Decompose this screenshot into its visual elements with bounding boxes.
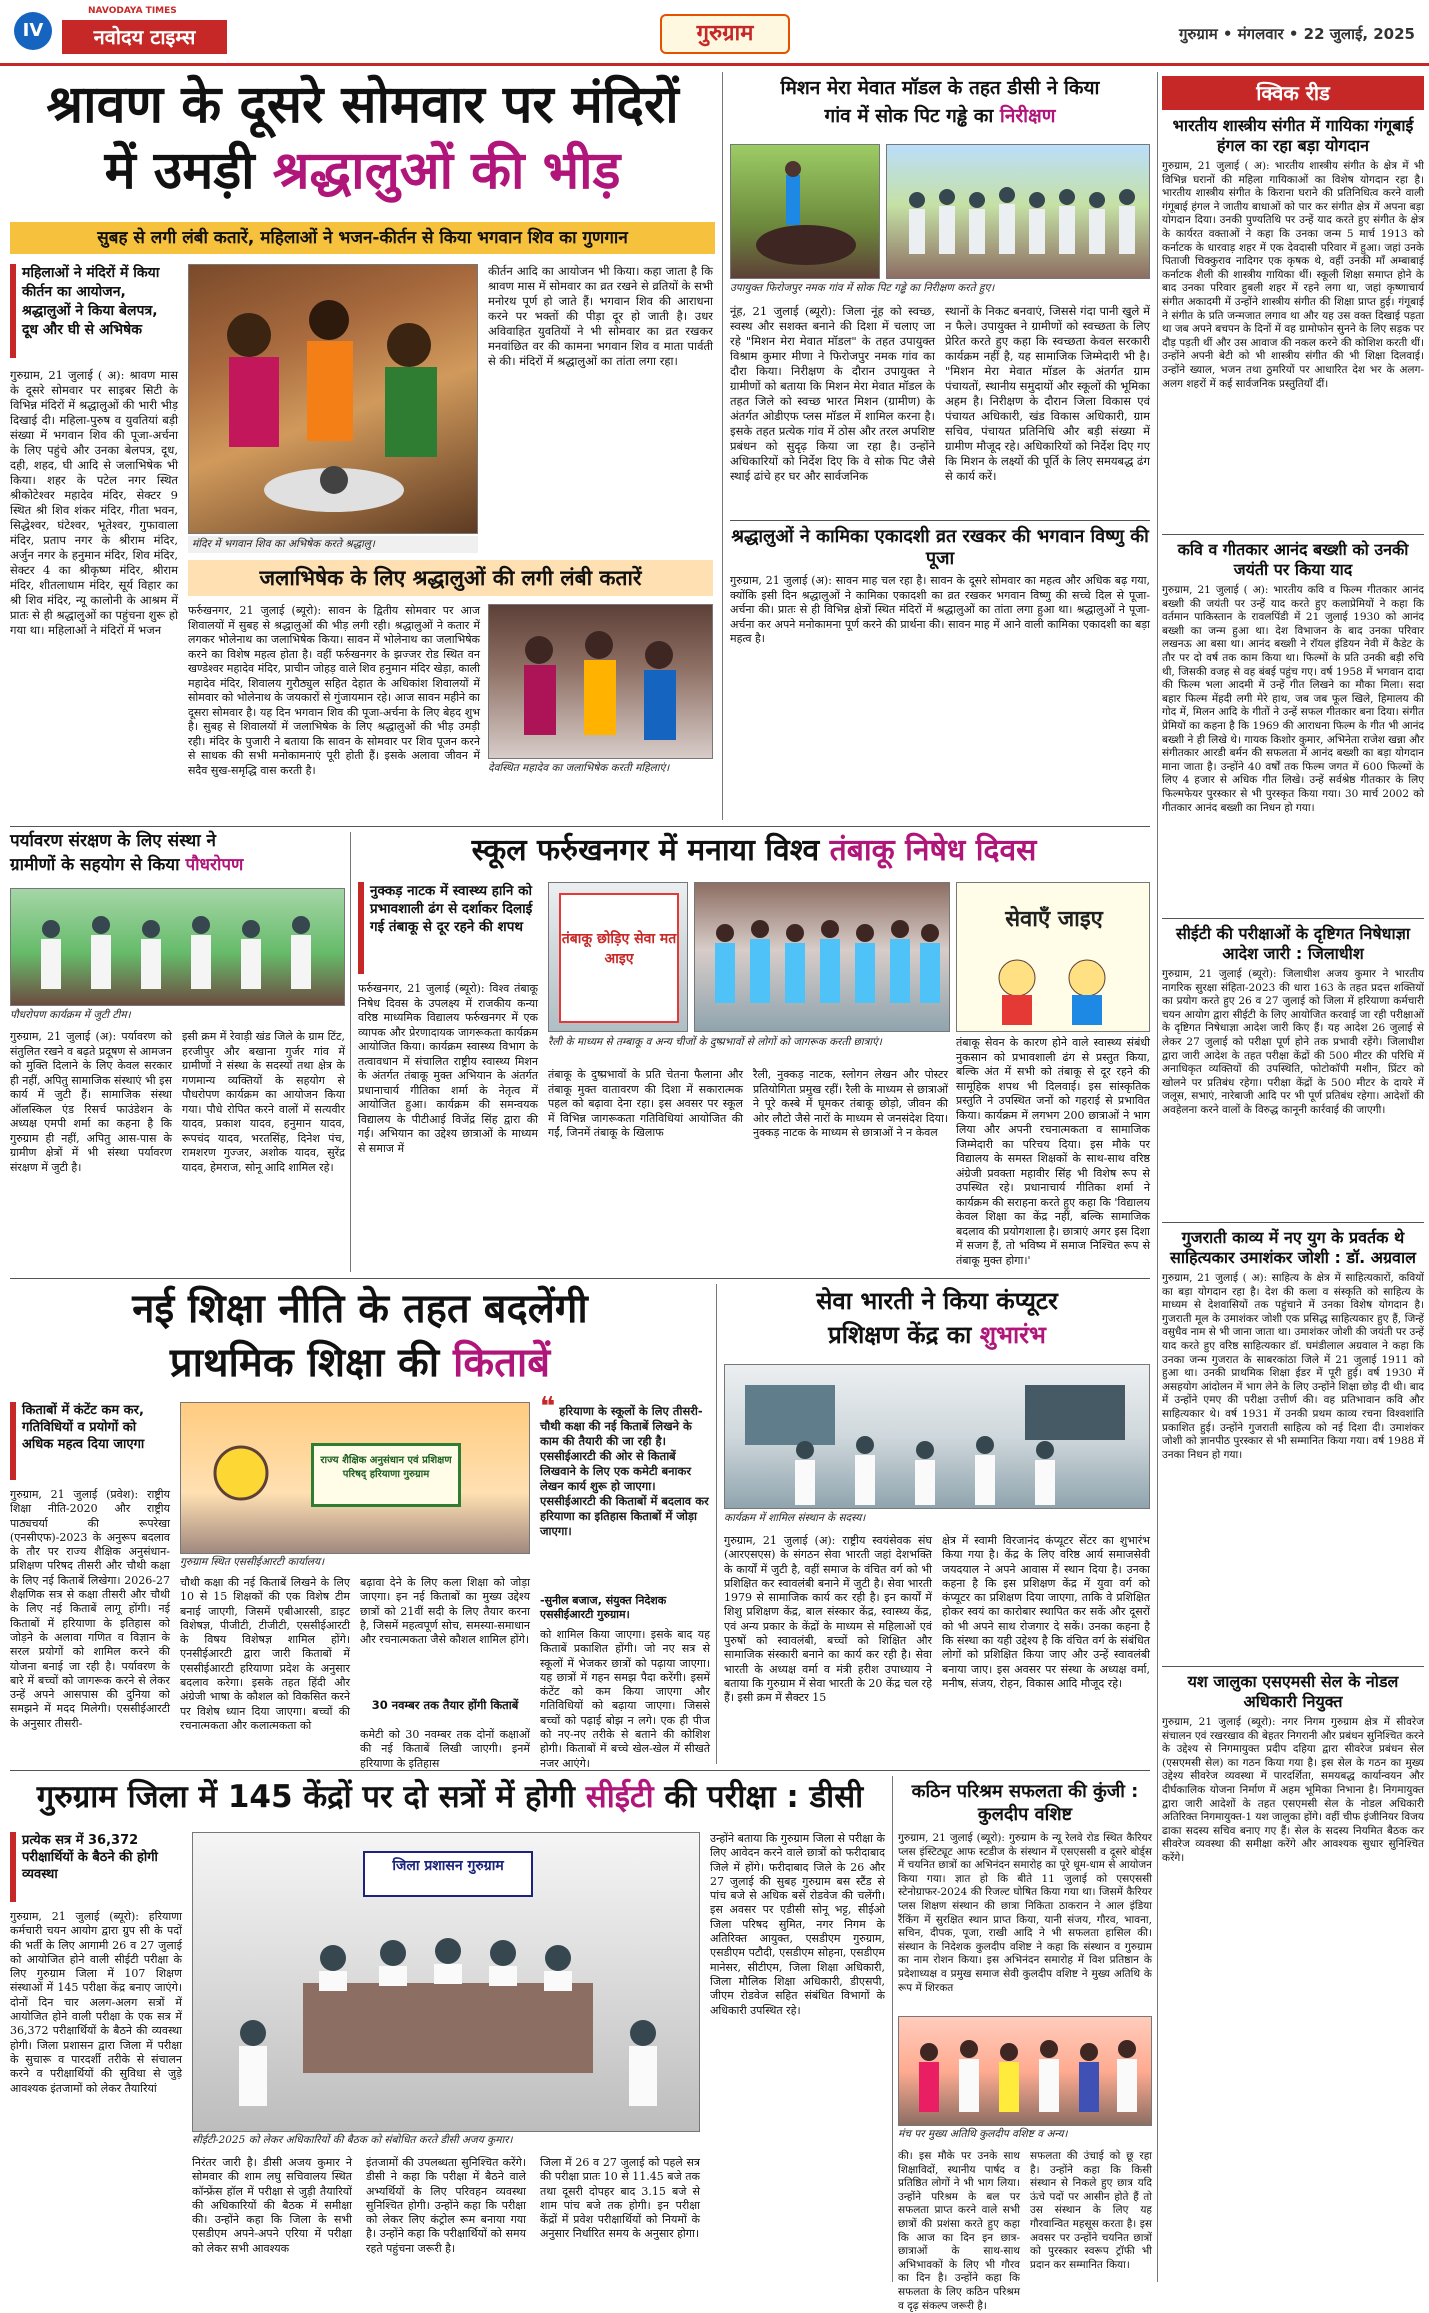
tree-col1: गुरुग्राम, 21 जुलाई (अ): पर्यावरण को संतुलित रखने व बढ़ते प्रदूषण से आमजन को मुक्ति दिलाने के लिए केवल सरकार ही नहीं, अपितु सामाजिक संस्थाएं भी इस कार्य में जुटी हैं। सामाजिक संस्था ऑलस्किल एंड रिसर्च फाउंडेशन के अध्यक्ष एमपी शर्मा का कहना है कि गुरुग्राम ही नहीं, अपितु आस-पास के ग्रामीण क्षेत्रों में भी संस्था पर्यावरण संरक्षण में जुटी है। xyxy=(10,1030,172,1174)
temple-sidebox: महिलाओं ने मंदिरों में किया कीर्तन का आयोजन, श्रद्धालुओं ने किया बेलपत्र, दूध और घी से अभिषेक xyxy=(10,264,178,358)
seva-story xyxy=(724,1284,1150,1764)
seva-col1: गुरुग्राम, 21 जुलाई (अ): राष्ट्रीय स्वयंसेवक संघ (आरएसएस) के संगठन सेवा भारती जहां देशभक्ति के कार्यों में जुटी है, वहीं समाज के वंचित वर्ग को भी प्रशिक्षित कर स्वावलंबी बनाने में जुटी है। सेवा भारती 1979 से सामाजिक कार्य कर रही है। इन कार्यों में शिशु प्रशिक्षण केंद्र, बाल संस्कार केंद्र, स्वास्थ्य केंद्र, एवं अन्य प्रकार के केंद्रों के माध्यम से महिलाओं एवं पुरुषों को स्वावलंबी, बच्चों को शिक्षित और सामाजिक संस्कारी बनाने का कार्य कर रही है। सेवा भारती के अध्यक्ष वर्मा व मंत्री हरीश उपाध्याय ने बताया कि गुरुग्राम में सेवा भारती के 20 केंद्र चल रहे हैं। इसी क्रम में सैक्टर 15 xyxy=(724,1534,932,1705)
divider xyxy=(350,832,351,1272)
cet-photo xyxy=(192,1832,700,2132)
masthead xyxy=(0,0,1429,66)
tree-col2: इसी क्रम में रेवाड़ी खंड जिले के ग्राम टिंट, हरजीपुर और बखाना गुर्जर गांव में ग्रामीणों ने संस्था के सदस्यों तथा क्षेत्र के गणमान्य व्यक्तियों के सहयोग से पौधरोपण कार्यक्रम का आयोजन किया गया। पौधे रोपित करने वालों में सत्यवीर यादव, प्रकाश यादव, हनुमान यादव, रूपचंद यादव, भरतसिंह, दिनेश पंच, रामशरण गुज्जर, अशोक यादव, सुरेंद्र यादव, हेमराज, सोनू आदि शामिल रहे। xyxy=(182,1030,345,1174)
mewat-headline-line2 xyxy=(730,106,1150,128)
divider xyxy=(10,826,1150,827)
qr-item-4-headline: गुजराती काव्य में नए युग के प्रवर्तक थे साहित्यकार उमाशंकर जोशी : डॉ. अग्रवाल xyxy=(1170,1228,1416,1267)
cet-headline xyxy=(10,1780,890,1816)
temple-strap: सुबह से लगी लंबी कतारें, महिलाओं ने भजन-कीर्तन से किया भगवान शिव का गुणगान xyxy=(10,222,715,254)
temple-photo xyxy=(188,264,478,534)
mewat-col1: नूंह, 21 जुलाई (ब्यूरो): जिला नूंह को स्वच्छ, स्वस्थ और सशक्त बनाने की दिशा में चलाए जा रहे "मिशन मेरा मेवात मॉडल" के तहत उपायुक्त विश्राम कुमार मीणा ने फिरोजपुर नमक गांव का दौरा किया। निरीक्षण के दौरान उपायुक्त ने ग्रामीणों को बताया कि मिशन मेरा मेवात मॉडल के तहत जिले को स्वच्छ भारत मिशन (ग्रामीण) के अंतर्गत ओडीएफ प्लस मॉडल में शामिल करना है। इसके तहत प्रत्येक गांव में ठोस और तरल अपशिष्ट प्रबंधन को सुदृढ़ किया जा रहा है। उन्होंने अधिकारियों को निर्देश दिए कि वे सोक पिट जैसे स्थाई ढांचे हर घर और सार्वजनिक xyxy=(730,304,935,483)
divider xyxy=(10,1278,1150,1279)
ekadashi-text: गुरुग्राम, 21 जुलाई (अ): सावन माह चल रहा है। सावन के दूसरे सोमवार का महत्व और अधिक बढ़ गया, क्योंकि इसी दिन श्रद्धालुओं ने कामिका एकादशी का व्रत रखकर भगवान विष्णु की सच्चे दिल से पूजा-अर्चना की। प्रातः से ही विभिन्न क्षेत्रों स्थित मंदिरों में श्रद्धालुओं का तांता लगा हुआ था। श्रद्धालुओं ने पूजा-अर्चना कर अपने मनोकामना पूर्ण करने की प्रार्थना की। सावन माह में आने वाली कामिका एकादशी का बड़ा महत्व है। xyxy=(730,574,1150,645)
nep-headline-line2 xyxy=(10,1340,710,1386)
nep-quote-text: हरियाणा के स्कूलों के लिए तीसरी-चौथी कक्षा की नई किताबें लिखने के काम की तैयारी की जा रही है। एससीईआरटी की ओर से किताबें लिखवाने के लिए एक कमेटी बनाकर लेखन कार्य शुरू हो जाएगा। एससीईआरटी की किताबों में बदलाव कर हरियाणा का इतिहास किताबों में जोड़ा जाएगा। xyxy=(540,1404,709,1538)
cet-col3: इंतजामों की उपलब्धता सुनिश्चित करेंगे। डीसी ने कहा कि परीक्षा में बैठने वाले अभ्यर्थियों के लिए परिवहन व्यवस्था सुनिश्चित होगी। उन्होंने कहा कि परीक्षा को लेकर लिए कंट्रोल रूम बनाया गया है। उन्होंने कहा कि परीक्षार्थियों को समय रहते पहुंचना जरूरी है। xyxy=(366,2156,526,2255)
divider xyxy=(730,520,1150,521)
quote-mark-icon: ❝ xyxy=(540,1392,556,1422)
jal-text: फर्रुखनगर, 21 जुलाई (ब्यूरो): सावन के द्वितीय सोमवार पर आज शिवालयों में सुबह से श्रद्धालुओं की भीड़ लगी रही। श्रद्धालुओं ने कतार में लगकर भोलेनाथ का जलाभिषेक किया। सावन में भोलेनाथ का जलाभिषेक करने का विशेष महत्व होता है। वहीं फर्रुखनगर के झज्जर रोड स्थित वन खण्डेश्वर महादेव मंदिर, प्राचीन जोहड़ वाले शिव हनुमान मंदिर खेड़ा, काली महादेव मंदिर, शिवालय गुरौठ्युल सहित देहात के अधिकांश शिवालयों में सोमवार को भोलेनाथ के जयकारों से गुंजायमान रहे। आज सावन महीने का दूसरा सोमवार है। यह दिन भगवान शिव की पूजा-अर्चना के लिए बेहद शुभ है। सुबह से शिवालयों में जलाभिषेक के लिए श्रद्धालुओं की भीड़ उमड़ी रही। मंदिर के पुजारी ने बताया कि सावन के सोमवार पर शिव पूजन करने से साधक की सभी मनोकामनाएं पूरी होती हैं। इसके अलावा जीवन में सदैव सुख-समृद्धि वास करती है। xyxy=(188,604,480,777)
nep-headline-line2-pre: प्राथमिक शिक्षा की xyxy=(169,1340,454,1386)
kuldeep-col2: की। इस मौके पर उनके साथ शिक्षाविदों, स्थानीय पार्षद व प्रतिष्ठित लोगों ने भी भाग लिया। उन्होंने परिश्रम के बल पर सफलता प्राप्त करने वाले सभी छात्रों की प्रशंसा करते हुए कहा कि आज का दिन इन छात्र-छात्राओं के साथ-साथ अभिभावकों के लिए भी गौरव का दिन है। उन्होंने कहा कि सफलता के लिए कठिन परिश्रम व दृढ़ संकल्प जरूरी है। xyxy=(898,2150,1020,2312)
nep-col3: बढ़ावा देने के लिए कला शिक्षा को जोड़ा जाएगा। इन नई किताबों का मुख्य उद्देश्य छात्रों को 21वीं सदी के लिए तैयार करना है, जिसमें महत्वपूर्ण सोच, समस्या-समाधान और रचनात्मकता जैसे कौशल शामिल होंगे। xyxy=(360,1576,530,1647)
divider xyxy=(1157,72,1158,2282)
cet-headline-accent: सीईटी xyxy=(585,1779,654,1815)
tobacco-sidebox: नुक्कड़ नाटक में स्वास्थ्य हानि को प्रभावशाली ढंग से दर्शाकर दिलाई गई तंबाकू से दूर रहने की शपथ xyxy=(358,882,538,974)
divider xyxy=(1162,534,1424,535)
tobacco-photo-center xyxy=(694,882,950,1032)
tobacco-headline xyxy=(358,834,1150,869)
kuldeep-photo xyxy=(898,2016,1152,2126)
kuldeep-photo-caption: मंच पर मुख्य अतिथि कुलदीप वशिष्ट व अन्य। xyxy=(898,2128,1068,2140)
seva-col2: क्षेत्र में स्वामी विरजानंद कंप्यूटर सेंटर का शुभारंभ किया गया है। केंद्र के लिए वरिष्ठ आर्य समाजसेवी जयदयाल ने अपने आवास में स्थान दिया है। उनका कहना है कि इस प्रशिक्षण केंद्र में युवा वर्ग को कंप्यूटर का प्रशिक्षण दिया जाएगा, ताकि वे प्रशिक्षित होकर स्वयं का कारोबार स्थापित कर सकें और दूसरों को भी अपने साथ रोजगार दे सकें। उनका कहना है कि संस्था का यही उद्देश्य है कि वंचित वर्ग के संबंधित लोगों को प्रशिक्षित किया जाए और उन्हें स्वावलंबी बनाया जाए। इस अवसर पर संस्था के अध्यक्ष वर्मा, मनीष, संजय, रोहन, विकास आदि मौजूद रहे। xyxy=(942,1534,1150,1690)
nep-col1: गुरुग्राम, 21 जुलाई (प्रवेश): राष्ट्रीय शिक्षा नीति-2020 और राष्ट्रीय पाठ्यचर्या की रूपरेखा (एनसीएफ)-2023 के अनुरूप बदलाव के तौर पर राज्य शैक्षिक अनुसंधान-प्रशिक्षण परिषद तीसरी और चौथी कक्षा के लिए नई किताबें लिखेगा। 2026-27 शैक्षणिक सत्र से कक्षा तीसरी और चौथी के लिए नई किताबें लागू होंगी। नई किताबों में हरियाणा के इतिहास को जोड़ने के अलावा गणित व विज्ञान के सरल प्रयोगों को शामिल करने की योजना बनाई जा रही है। पर्यावरण के बारे में बच्चों को जागरूक करने से लेकर उन्हें अपने आसपास की दुनिया को समझने में मदद मिलेगी। एससीईआरटी के अनुसार तीसरी- xyxy=(10,1488,170,1730)
nep-sidebox: किताबों में कंटेंट कम कर, गतिविधियों व प्रयोगों को अधिक महत्व दिया जाएगा xyxy=(10,1402,170,1480)
tree-photo xyxy=(10,888,345,1006)
temple-headline-line2-pre: में उमड़ी xyxy=(104,141,273,201)
tobacco-col3: रैली, नुक्कड़ नाटक, स्लोगन लेखन और पोस्टर प्रतियोगिता प्रमुख रहीं। रैली के माध्यम से छात्राओं ने पूरे कस्बे में घूमकर तंबाकू छोड़ो, जीवन की ओर लौटो जैसे नारों के माध्यम से जनसंदेश दिया। नुक्कड़ नाटक के माध्यम से छात्राओं ने न केवल xyxy=(753,1068,948,1139)
mewat-headline-line2-pre: गांव में सोक पिट गड्ढे का xyxy=(824,105,1000,127)
tobacco-story xyxy=(358,832,1150,1272)
seva-headline-line2-accent: शुभारंभ xyxy=(979,1321,1046,1349)
ekadashi-headline: श्रद्धालुओं ने कामिका एकादशी व्रत रखकर की भगवान विष्णु की पूजा xyxy=(731,526,1149,569)
nep-photo-caption: गुरुग्राम स्थित एससीईआरटी कार्यालय। xyxy=(180,1556,325,1568)
tobacco-photo-center-art xyxy=(695,883,951,1033)
tobacco-poster-right: सेवाएँ जाइए xyxy=(1005,907,1103,932)
qr-item-4-text: गुरुग्राम, 21 जुलाई ( अ): साहित्य के क्षेत्र में साहित्यकारों, कवियों का बड़ा योगदान रहा है। देश की कला व संस्कृति को साहित्य के माध्यम से देशवासियों तक पहुंचाने में उनका विशेष योगदान है। गुजराती मूल के उमाशंकर जोशी एक प्रसिद्ध साहित्यकार हुए हैं, जिन्हें वसुधैव नाम से भी जाना जाता था। उमाशंकर जोशी की जयंती पर उन्हें याद करते हुए वरिष्ठ साहित्यकार डॉ. घमंडीलाल अग्रवाल ने कहा कि उनका जन्म गुजरात के साबरकांठा जिले में 21 जुलाई 1911 को हुआ था। उनकी प्राथमिक शिक्षा ईडर में पूरी हुई। वर्ष 1930 में असहयोग आंदोलन में भाग लेने के लिए उन्होंने शिक्षा छोड़ दी थी। बाद में उन्होंने एमए की परीक्षा उत्तीर्ण की। वह प्रतिभावान कवि और साहित्यकार थे। वर्ष 1931 में उनकी प्रथम काव्य रचना विश्वशांति प्रकाशित हुई। उन्होंने गुजराती साहित्य को नई दिशा दी। उमाशंकर जोशी को ज्ञानपीठ पुरस्कार से भी सम्मानित किया गया। वर्ष 1988 में उनका निधन हो गया। xyxy=(1162,1272,1424,1461)
section-name: गुरुग्राम xyxy=(660,14,790,54)
kuldeep-story xyxy=(898,1776,1152,2312)
temple-headline-line2 xyxy=(10,142,715,202)
jal-photo-caption: देवस्थित महादेव का जलाभिषेक करती महिलाएं। xyxy=(488,762,670,774)
nep-office-sign: राज्य शैक्षिक अनुसंधान एवं प्रशिक्षण परिषद् हरियाणा गुरुग्राम xyxy=(311,1443,461,1507)
nep-subhead: 30 नवम्बर तक तैयार होंगी किताबें xyxy=(371,1698,519,1712)
divider xyxy=(1162,918,1424,919)
qr-item-3-text: गुरुग्राम, 21 जुलाई (ब्यूरो): जिलाधीश अजय कुमार ने भारतीय नागरिक सुरक्षा संहिता-2023 की धारा 163 के तहत प्रदत्त शक्तियों का प्रयोग करते हुए 26 व 27 जुलाई को जिला में हरियाणा कर्मचारी चयन आयोग द्वारा सीईटी के लिए आयोजित करवाई जा रही परीक्षाओं के दृष्टिगत निषेधाज्ञा आदेश जारी किए हैं। यह आदेश 26 जुलाई से लेकर 27 जुलाई को परीक्षा पूर्ण होने तक प्रभावी रहेंगे। जिलाधीश द्वारा जारी आदेश के तहत परीक्षा केंद्रों की 500 मीटर की परिधि में अनाधिकृत व्यक्तियों की उपस्थिति, फोटोकॉपी मशीन, प्रिंटर को खोलने पर प्रतिबंध रहेगा। परीक्षा केंद्रों के 500 मीटर के दायरे में जलूस, सभाएं, नारेबाजी आदि पर भी पूर्ण प्रतिबंध रहेगा। आदेशों की अवहेलना करने वालों के विरुद्ध कानूनी कार्रवाई की जाएगी। xyxy=(1162,968,1424,1116)
mewat-col2: स्थानों के निकट बनवाएं, जिससे गंदा पानी खुले में न फैले। उपायुक्त ने ग्रामीणों को स्वच्छता के लिए प्रेरित करते हुए कहा कि स्वच्छता केवल सरकारी कार्यक्रम नहीं है, यह सामाजिक जिम्मेदारी भी है। "मिशन मेरा मेवात मॉडल के अंतर्गत ग्राम पंचायतों, स्थानीय समुदायों और स्कूलों की भूमिका अहम है। निरीक्षण के दौरान जिला विकास एवं पंचायत अधिकारी, खंड विकास अधिकारी, ग्राम सचिव, पंचायत प्रतिनिधि और बड़ी संख्या में ग्रामीण मौजूद रहे। अधिकारियों को निर्देश दिए गए कि मिशन के लक्ष्यों की पूर्ति के लिए समयबद्ध ढंग से कार्य करें। xyxy=(945,304,1150,483)
temple-photo-caption: मंदिर में भगवान शिव का अभिषेक करते श्रद्धालु। xyxy=(188,536,478,553)
paper-name: नवोदय टाइम्स xyxy=(62,20,227,54)
mewat-photo-right xyxy=(886,144,1150,279)
qr-item-5-headline: यश जालुका एसएमसी सेल के नोडल अधिकारी नियुक्त xyxy=(1187,1672,1399,1711)
temple-headline-line2-accent: श्रद्धालुओं की भीड़ xyxy=(272,141,621,201)
cet-headline-post: की परीक्षा : डीसी xyxy=(653,1779,864,1815)
seva-headline-line2-pre: प्रशिक्षण केंद्र का xyxy=(828,1321,980,1349)
qr-item-2-headline: कवि व गीतकार आनंद बख्शी को उनकी जयंती पर किया याद xyxy=(1177,540,1409,579)
tobacco-headline-pre: स्कूल फर्रुखनगर में मनाया विश्व xyxy=(471,833,830,868)
qr-item-3-headline: सीईटी की परीक्षाओं के दृष्टिगत निषेधाज्ञा आदेश जारी : जिलाधीश xyxy=(1175,924,1411,963)
quick-read xyxy=(1162,72,1424,2287)
temple-photo-art xyxy=(189,265,479,535)
nep-headline-line1: नई शिक्षा नीति के तहत बदलेंगी xyxy=(132,1286,588,1332)
nep-quote-author: -सुनील बजाज, संयुक्त निदेशक एससीईआरटी गुरुग्राम। xyxy=(540,1594,667,1621)
seva-headline-line2 xyxy=(724,1322,1150,1350)
kuldeep-col3: सफलता की उंचाई को छू रहा है। उन्होंने कहा कि किसी संस्थान से निकले हुए छात्र यदि ऊंचे पदों पर आसीन होते हैं तो उस संस्थान के लिए यह गौरवान्वित महसूस करता है। इस अवसर पर उन्होंने चयनित छात्रों को पुरस्कार स्वरूप ट्रॉफी भी प्रदान कर सम्मानित किया। xyxy=(1030,2150,1152,2271)
nep-col4: को शामिल किया जाएगा। इसके बाद यह किताबें प्रकाशित होंगी। जो नए सत्र से स्कूलों में भेजकर छात्रों को पढ़ाया जाएगा। यह छात्रों में गहन समझ पैदा करेंगी। इसमें कंटेंट को कम किया जाएगा और गतिविधियों को बढ़ाया जाएगा। जिससे बच्चों को पढ़ाई बोझ न लगे। एक ही पीज को नए-नए तरीके से बताने की कोशिश होगी। किताबों में बच्चे खेल-खेल में सीखते नजर आएंगे। xyxy=(540,1628,710,1770)
qr-item-1-headline: भारतीय शास्त्रीय संगीत में गायिका गंगूबाई हंगल का रहा बड़ा योगदान xyxy=(1172,116,1414,155)
tobacco-photo-left xyxy=(548,882,688,1032)
cet-col1: गुरुग्राम, 21 जुलाई (ब्यूरो): हरियाणा कर्मचारी चयन आयोग द्वारा ग्रुप सी के पदों की भर्ती के लिए आगामी 26 व 27 जुलाई को आयोजित होने वाली सीईटी परीक्षा के लिए गुरुग्राम जिला में 107 शिक्षण संस्थाओं में 145 परीक्षा केंद्र बनाए जाएंगे। दोनों दिन चार अलग-अलग सत्रों में आयोजित होने वाली परीक्षा के एक सत्र में 36,372 परीक्षार्थियों के बैठने की व्यवस्था होगी। जिला प्रशासन द्वारा जिला में परीक्षा के सुचारू व पारदर्शी तरीके से संचालन करने व परीक्षार्थियों की सुविधा से जुड़े आवश्यक इंतजामों को लेकर तैयारियां xyxy=(10,1910,182,2095)
mewat-headline-line1: मिशन मेरा मेवात मॉडल के तहत डीसी ने किया xyxy=(780,77,1100,99)
dateline: गुरुग्राम • मंगलवार • 22 जुलाई, 2025 xyxy=(1178,25,1415,43)
seva-photo-caption: कार्यक्रम में शामिल संस्थान के सदस्य। xyxy=(724,1512,866,1524)
tobacco-col1: फर्रुखनगर, 21 जुलाई (ब्यूरो): विश्व तंबाकू निषेध दिवस के उपलक्ष्य में राजकीय कन्या वरिष्ठ माध्यमिक विद्यालय फर्रुखनगर में एक व्यापक और प्रेरणादायक जागरूकता कार्यक्रम आयोजित किया। कार्यक्रम स्वास्थ्य विभाग के तत्वावधान में संचालित राष्ट्रीय स्वास्थ्य मिशन के अंतर्गत तंबाकू मुक्त अभियान के अंतर्गत प्रधानाचार्य गीतिका शर्मा के नेतृत्व में आयोजित हुआ। कार्यक्रम की समन्वयक विद्यालय के पीटीआई विजेंद्र सिंह द्वारा की गई। अभियान का उद्देश्य छात्राओं के माध्यम से समाज में xyxy=(358,982,538,1155)
cet-photo-caption: सीईटी-2025 को लेकर अधिकारियों की बैठक को संबोधित करते डीसी अजय कुमार। xyxy=(192,2134,513,2146)
kuldeep-col1: गुरुग्राम, 21 जुलाई (ब्यूरो): गुरुग्राम के न्यू रेलवे रोड स्थित कैरियर प्लस इंस्टिट्यूट आफ स्टडीज के संस्थान में एसएससी व दूसरे बोर्ड्स में चयनित छात्रों का अभिनंदन समारोह का पूरे धूम-धाम से आयोजन किया गया। ज्ञात हो कि बीते 11 जुलाई को एसएससी स्टेनोग्राफर-2024 की रिजल्ट घोषित किया गया था। जिसमें कैरियर प्लस शिक्षण संस्थान की छात्रा निकिता ठाकरान ने आल इंडिया रैंकिंग में सुरक्षित स्थान प्राप्त किया, यानी संजय, गौरव, भावना, सचिन, दीपक, पूजा, राखी आदि ने भी सफलता हासिल की। संस्थान के निदेशक कुलदीप वशिष्ट ने कहा कि संस्थान व गुरुग्राम का नाम रोशन किया। इस अभिनंदन समारोह में विश प्रतिष्ठान के प्रदेशाध्यक्ष व प्रमुख समाज सेवी कुलदीप वशिष्ट ने मुख्य अतिथि के रूप में शिरकत xyxy=(898,1832,1152,1994)
cet-headline-pre: गुरुग्राम जिला में 145 केंद्रों पर दो सत्रों में होगी xyxy=(36,1779,586,1815)
cet-story xyxy=(10,1776,890,2286)
jal-photo xyxy=(488,604,713,759)
mewat-photo-caption: उपायुक्त फिरोजपुर नमक गांव में सोक पिट गड्ढे का निरीक्षण करते हुए। xyxy=(730,282,995,294)
temple-story xyxy=(10,72,715,822)
tree-headline-line2 xyxy=(10,856,345,876)
tree-headline-line1: पर्यावरण संरक्षण के लिए संस्था ने xyxy=(10,831,216,851)
qr-item-1-text: गुरुग्राम, 21 जुलाई ( अ): भारतीय शास्त्रीय संगीत के क्षेत्र में भी विभिन्न घरानों की महिला गायिकाओं का विशेष योगदान रहा है। भारतीय शास्त्रीय संगीत के किराना घराने की प्रतिनिधित्व करने वाली गंगूबाई हंगल ने जातीय बाधाओं को पार कर संगीत क्षेत्र में अपना बड़ा योगदान दिया। उनकी पुण्यतिथि पर उन्हें याद करते हुए संगीत के क्षेत्र के कार्यरत वक्ताओं ने कहा कि उनका जन्म 5 मार्च 1913 को कर्नाटक के धारवाड़ शहर में एक देवदासी परिवार में हुआ। जहां उनके पिताजी चिक्कुराव नादिगर एक कृषक थे, वहीं उनकी माँ अम्बाबाई कर्नाटक शैली की शास्त्रीय गायिका थीं। स्कूली शिक्षा समाप्त होने के बाद उनका परिवार हुबली शहर में रहने लगा था, जहां कृष्णाचार्य संगीत अकादमी में उन्होंने शास्त्रीय संगीत की शिक्षा प्राप्त हुई। गंगूबाई ने संगीत के प्रति जन्मजात लगाव था और यह उस वक्त दिखाई पड़ता था जब अपने बचपन के दिनों में वह ग्रामोफोन सुनने के लिए सड़क पर दौड़ पड़ती थीं और उस आवाज की नकल करने की कोशिश करती थीं। उन्होंने अपनी बेटी को भी शास्त्रीय संगीत की भी शिक्षा दिलवाई। उन्होंने ख्याल, भजन तथा ठुमरियों पर आधारित देश भर के अलग-अलग शहरों में कई सार्वजनिक प्रस्तुतियाँ दीं। xyxy=(1162,160,1424,390)
temple-col1: गुरुग्राम, 21 जुलाई ( अ): श्रावण मास के दूसरे सोमवार पर साइबर सिटी के विभिन्न मंदिरों में श्रद्धालुओं की भारी भीड़ दिखाई दी। महिला-पुरुष व युवतियां बड़ी संख्या में भगवान शिव की पूजा-अर्चना के लिए पहुंचे और उनका बेलपत्र, दूध, दही, शहद, घी आदि से जलाभिषेक भी किया। शहर के पटेल नगर स्थित श्रीकोटेश्वर महादेव मंदिर, सेक्टर 9 स्थित श्री शिव शंकर मंदिर, गीता भवन, सिद्धेश्वर, घंटेश्वर, भूतेश्वर, गुफावाला मंदिर, प्रताप नगर के श्रीराम मंदिर, अर्जुन नगर के हनुमान मंदिर, शिव मंदिर, सेक्टर 4 का श्रीकृष्ण मंदिर, श्रीराम मंदिर, शीतलाधाम मंदिर, सूर्य विहार का श्री शिव मंदिर, न्यू कालोनी के आश्रम में प्रातः से ही श्रद्धालुओं का पहुंचना शुरू हो गया था। महिलाओं ने मंदिरों में भजन xyxy=(10,368,178,637)
nep-photo xyxy=(180,1402,530,1554)
divider xyxy=(1162,1222,1424,1223)
tobacco-col4: तंबाकू सेवन के कारण होने वाले स्वास्थ्य संबंधी नुकसान को प्रभावशाली ढंग से प्रस्तुत किया, बल्कि अंत में सभी को तंबाकू से दूर रहने की सामूहिक शपथ भी दिलवाई। इस सांस्कृतिक प्रस्तुति ने उपस्थित जनों को गहराई से प्रभावित किया। कार्यक्रम में लगभग 200 छात्राओं ने भाग लिया और अपनी रचनात्मकता व सामाजिक जिम्मेदारी का परिचय दिया। इस मौके पर विद्यालय के समस्त शिक्षकों के साथ-साथ वरिष्ठ अंग्रेजी प्रवक्ता महावीर सिंह भी विशेष रूप से उपस्थित रहे। प्रधानाचार्य गीतिका शर्मा ने कार्यक्रम की सराहना करते हुए कहा कि 'विद्यालय केवल शिक्षा का केंद्र नहीं, बल्कि सामाजिक बदलाव की प्रयोगशाला है। छात्राएं अगर इस दिशा में सजग हैं, तो भविष्य में समाज निश्चित रूप से तंबाकू मुक्त होगा।' xyxy=(956,1036,1150,1267)
cet-col4: जिला में 26 व 27 जुलाई को पहले सत्र की परीक्षा प्रातः 10 से 11.45 बजे तक तथा दूसरी दोपहर बाद 3.15 बजे से शाम पांच बजे तक होगी। इन परीक्षा केंद्रों में प्रवेश परीक्षार्थियों को नियमों के अनुसार निर्धारित समय के अनुसार होगा। xyxy=(540,2156,700,2241)
nep-col3b: कमेटी को 30 नवम्बर तक दोनों कक्षाओं की नई किताबें लिखी जाएगी। इनमें हरियाणा के इतिहास xyxy=(360,1728,530,1770)
mewat-photo-right-art xyxy=(887,145,1151,280)
cet-col2: निरंतर जारी है। डीसी अजय कुमार ने सोमवार की शाम लघु सचिवालय स्थित कॉन्फ्रेंस हॉल में परीक्षा से जुड़ी तैयारियों की अधिकारियों की बैठक में समीक्षा की। उन्होंने कहा कि जिला के सभी एसडीएम अपने-अपने एरिया में परीक्षा को लेकर सभी आवश्यक xyxy=(192,2156,352,2255)
cet-office-sign: जिला प्रशासन गुरुग्राम xyxy=(363,1851,533,1897)
divider xyxy=(10,1770,1150,1771)
paper-tagline: NAVODAYA TIMES xyxy=(88,6,177,16)
divider xyxy=(1162,1666,1424,1667)
kuldeep-headline: कठिन परिश्रम सफलता की कुंजी : कुलदीप वशिष्ट xyxy=(911,1781,1139,1825)
nep-quote xyxy=(540,1392,710,1592)
nep-story xyxy=(10,1284,710,1770)
tobacco-photo-caption: रैली के माध्यम से तम्बाकू व अन्य चीजों के दुष्प्रभावों से लोगों को जागरूक करती छात्राएं। xyxy=(548,1036,882,1048)
mewat-photo-left xyxy=(730,144,880,279)
tree-photo-caption: पौधरोपण कार्यक्रम में जुटी टीम। xyxy=(10,1009,131,1021)
mewat-photo-left-art xyxy=(731,145,881,280)
tobacco-headline-accent: तंबाकू निषेध दिवस xyxy=(829,833,1037,868)
tree-headline-line2-pre: ग्रामीणों के सहयोग से किया xyxy=(10,855,186,875)
page-number: IV xyxy=(14,12,52,50)
tobacco-poster-left: तंबाकू छोड़िए सेवा मत आइए xyxy=(559,893,679,1023)
mewat-story xyxy=(730,72,1150,647)
jal-headline: जलाभिषेक के लिए श्रद्धालुओं की लगी लंबी कतारें xyxy=(188,560,713,596)
cet-col5: उन्होंने बताया कि गुरुग्राम जिला से परीक्षा के लिए आवेदन करने वाले छात्रों को फरीदाबाद जिले में होंगे। फरीदाबाद जिले के 26 और 27 जुलाई की सुबह गुरुग्राम बस स्टैंड से पांच बजे से अधिक बसें रोडवेज की चलेंगी। इस अवसर पर एडीसी सोनू भट्ट, सीईओ जिला परिषद सुमित, नगर निगम के अतिरिक्त आयुक्त, एसडीएम गुरुग्राम, एसडीएम पटौदी, एसडीएम सोहना, एसडीएम मानेसर, सीटीएम, जिला शिक्षा अधिकारी, जिला मौलिक शिक्षा अधिकारी, डीएसपी, जीएम रोडवेज सहित संबंधित विभागों के अधिकारी उपस्थित रहे। xyxy=(710,1832,885,2017)
seva-photo xyxy=(724,1364,1150,1509)
quick-read-label: क्विक रीड xyxy=(1162,76,1424,110)
tree-headline-line2-accent: पौधरोपण xyxy=(185,855,244,875)
temple-col2: कीर्तन आदि का आयोजन भी किया। कहा जाता है कि श्रावण मास में सोमवार का व्रत रखने से व्रतियों के सभी मनोरथ पूर्ण हो जाते हैं। भगवान शिव की आराधना करने पर भक्तों की पीड़ा दूर हो जाती है। उधर अविवाहित युवतियों ने भी सोमवार का व्रत रखकर मनवांछित वर की कामना भगवान शिव व माता पार्वती से की। मंदिरों में श्रद्धालुओं का तांता लगा रहा। xyxy=(488,264,713,368)
seva-headline-line1: सेवा भारती ने किया कंप्यूटर xyxy=(816,1287,1058,1315)
tobacco-col2: तंबाकू के दुष्प्रभावों के प्रति चेतना फैलाना और तंबाकू मुक्त वातावरण की दिशा में सकारात्मक पहल को बढ़ावा देना रहा। इस अवसर पर स्कूल में विभिन्न जागरूकता गतिविधियां आयोजित की गईं, जिनमें तंबाकू के खिलाफ xyxy=(548,1068,743,1139)
nep-col2: चौथी कक्षा की नई किताबें लिखने के लिए 10 से 15 शिक्षकों की एक विशेष टीम बनाई जाएगी, जिसमें एबीआरसी, डाइट विशेषज्ञ, पीजीटी, टीजीटी, एससीईआरटी के विषय विशेषज्ञ शामिल होंगे। एनसीईआरटी द्वारा जारी किताबों में एससीईआरटी हरियाणा प्रदेश के अनुसार बदलाव करेगा। इसके तहत हिंदी और अंग्रेजी भाषा के कौशल को विकसित करने पर विशेष ध्यान दिया जाएगा। बच्चों की रचनात्मकता और कलात्मकता को xyxy=(180,1576,350,1732)
cet-sidebox: प्रत्येक सत्र में 36,372 परीक्षार्थियों के बैठने की होगी व्यवस्था xyxy=(10,1832,182,1902)
divider xyxy=(722,72,723,820)
divider xyxy=(892,1776,893,2282)
cet-photo-art xyxy=(193,1833,701,2133)
divider xyxy=(716,1284,717,1764)
tree-photo-art xyxy=(11,889,346,1007)
jal-photo-art xyxy=(489,605,714,760)
kuldeep-photo-art xyxy=(899,2017,1153,2127)
mewat-headline-line2-accent: निरीक्षण xyxy=(999,105,1056,127)
temple-headline-line1: श्रावण के दूसरे सोमवार पर मंदिरों xyxy=(46,75,679,135)
seva-photo-art xyxy=(725,1365,1151,1510)
nep-photo-art xyxy=(181,1403,531,1555)
qr-item-2-text: गुरुग्राम, 21 जुलाई ( अ): भारतीय कवि व फिल्म गीतकार आनंद बख्शी की जयंती पर उन्हें याद करते हुए कलाप्रेमियों ने कहा कि वर्तमान पाकिस्तान के रावलपिंडी में 21 जुलाई 1930 को आनंद बख्शी का जन्म हुआ था। देश विभाजन के बाद उनका परिवार लखनऊ आ बसा था। आनंद बख्शी ने रॉयल इंडियन नेवी में कैडेट के तौर पर दो वर्ष तक काम किया था। फिल्मों के प्रति उनकी बड़ी रुचि थी, जिसकी वजह से वह बंबई पहुंच गए। वर्ष 1958 में भगवान दादा की फिल्म भला आदमी में उन्हें गीत लिखने का मौका मिला। सदा बहार फिल्म मेंहदी लगी मेरे हाथ, जब जब फूल खिले, हिमालय की गोद में, मिलन आदि के गीतों ने उन्हें सफल गीतकार बना दिया। संगीत प्रेमियों का कहना है कि 1969 की आराधना फिल्म के गीत भी आनंद बख्शी ने ही लिखे थे। गायक किशोर कुमार, अभिनेता राजेश खन्ना और संगीतकार आरडी बर्मन की सफलता में आनंद बख्शी का बड़ा योगदान माना जाता है। उन्होंने 40 वर्षों तक फिल्म जगत में 600 फिल्मों के लिए 4 हजार से अधिक गीत लिखे। उन्हें सर्वश्रेष्ठ गीतकार के लिए फिल्मफेयर पुरस्कार से भी पुरस्कृत किया गया। 30 मार्च 2002 को गीतकार आनंद बख्शी का निधन हो गया। xyxy=(1162,584,1424,814)
tobacco-photo-right xyxy=(956,882,1150,1032)
tree-story xyxy=(10,832,345,1272)
nep-headline-line2-accent: किताबें xyxy=(453,1340,551,1386)
qr-item-5-text: गुरुग्राम, 21 जुलाई (ब्यूरो): नगर निगम गुरुग्राम क्षेत्र में सीवरेज संचालन एवं रखरखाव की बेहतर निगरानी और प्रबंधन सुनिश्चित करने के उद्देश्य से निगमायुक्त प्रदीप दहिया द्वारा सीवरेज प्रबंधन सेल (एसएमसी सेल) का गठन किया गया है। इस सेल के गठन का मुख्य उद्देश्य सीवरेज व्यवस्था में पारदर्शिता, समयबद्ध कार्यान्वयन और दीर्घकालिक योजना निर्माण में अहम भूमिका निभाना है। निगमायुक्त द्वारा जारी आदेशों के तहत एसएमसी सेल के नोडल अधिकारी अतिरिक्त निगमायुक्त-1 यश जालुका होंगे। वहीं चीफ इंजीनियर विजय ढाका सदस्य सचिव बनाए गए हैं। सेल के सदस्य नियमित बैठक कर सीवरेज व्यवस्था की समीक्षा करेंगे और आवश्यक सुधार सुनिश्चित करेंगे। xyxy=(1162,1716,1424,1864)
